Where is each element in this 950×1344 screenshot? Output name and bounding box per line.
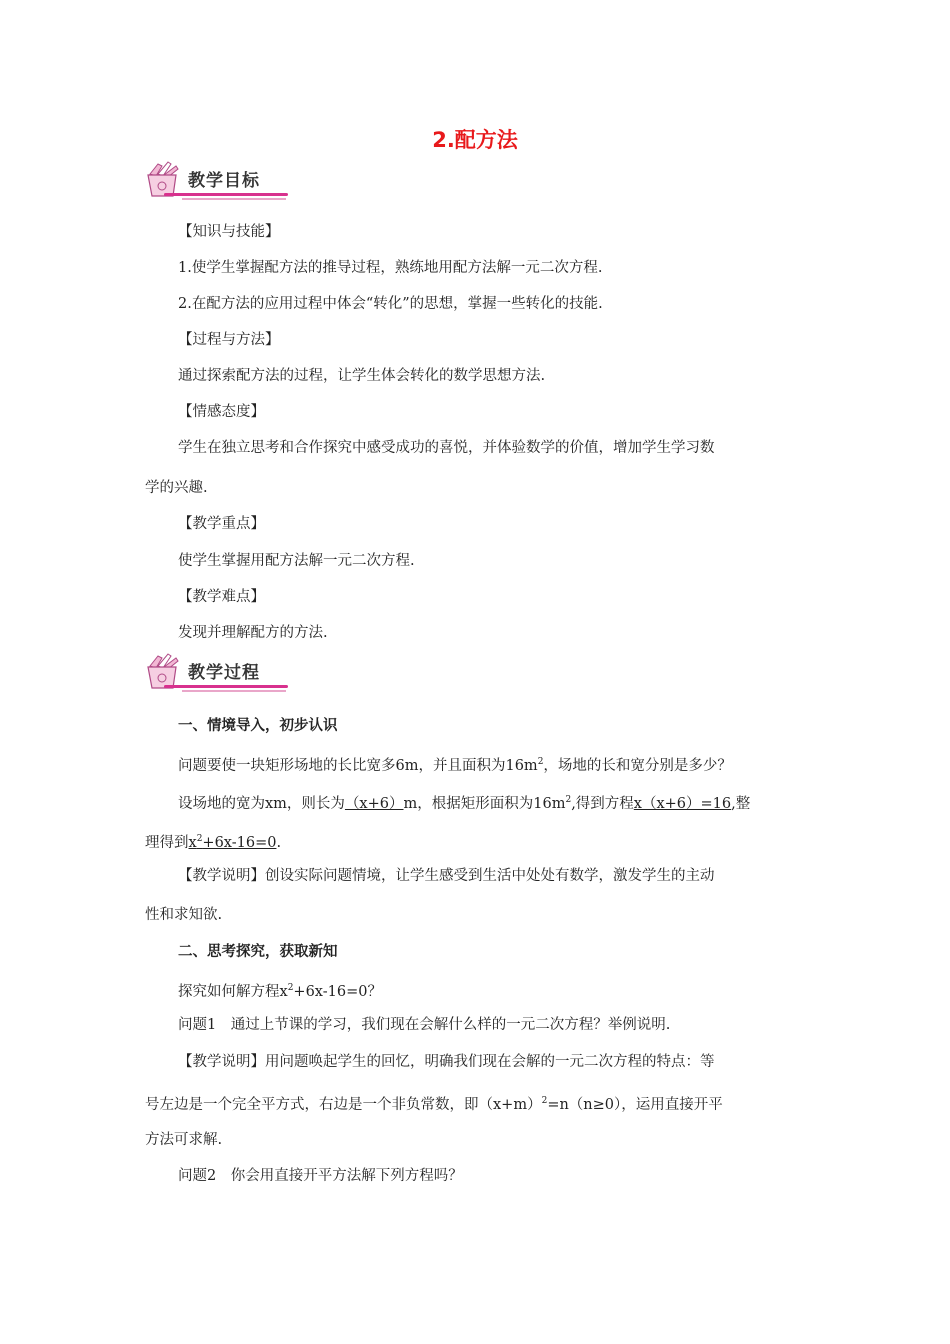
difficulties-text: 发现并理解配方的方法.	[178, 625, 328, 641]
answer-blank-simplified: $x^2+6x-16=0$	[188, 834, 277, 851]
teaching-note-2-line-3: 方法可求解.	[145, 1132, 223, 1148]
page-title: 2.配方法	[432, 128, 518, 152]
setup-text-line-2: 理得到$x^2+6x-16=0$.	[145, 834, 282, 851]
knowledge-item-2: 2.在配方法的应用过程中体会“转化”的思想，掌握一些转化的技能.	[178, 296, 603, 312]
question-2: 问题2 你会用直接开平方法解下列方程吗？	[178, 1168, 463, 1184]
teaching-note-1-line-1: 【教学说明】创设实际问题情境，让学生感受到生活中处处有数学，激发学生的主动	[178, 868, 715, 884]
heading-explore: 二、思考探究，获取新知	[178, 944, 338, 960]
section-banner-objectives	[142, 160, 292, 200]
heading-knowledge: 【知识与技能】	[178, 224, 280, 240]
teaching-note-2-line-2: 号左边是一个完全平方式，右边是一个非负常数，即$(x+m)^2=n(n\ge 0)$，运用直接开平	[145, 1096, 723, 1113]
problem-text: 问题要使一块矩形场地的长比宽多6m，并且面积为$16m^2$，场地的长和宽分别是多少？	[178, 757, 732, 774]
heading-emotion: 【情感态度】	[178, 404, 265, 420]
section-banner-process	[142, 652, 292, 692]
banner-label: 教学目标	[188, 171, 260, 191]
answer-blank-length: （x+6）	[344, 795, 404, 812]
key-points-text: 使学生掌握用配方法解一元二次方程.	[178, 553, 415, 569]
knowledge-item-1: 1.使学生掌握配方法的推导过程，熟练地用配方法解一元二次方程.	[178, 260, 603, 276]
banner-label: 教学过程	[188, 663, 260, 683]
question-1: 问题1 通过上节课的学习，我们现在会解什么样的一元二次方程？举例说明.	[178, 1017, 671, 1033]
explore-text: 探究如何解方程$x^2+6x-16=0$？	[178, 983, 382, 1000]
heading-situation-intro: 一、情境导入，初步认识	[178, 718, 338, 734]
heading-difficulties: 【教学难点】	[178, 589, 265, 605]
teaching-note-1-line-2: 性和求知欲.	[145, 907, 223, 923]
emotion-text-line-2: 学的兴趣.	[145, 480, 208, 496]
emotion-text-line-1: 学生在独立思考和合作探究中感受成功的喜悦，并体验数学的价值，增加学生学习数	[178, 440, 715, 456]
process-text: 通过探索配方法的过程，让学生体会转化的数学思想方法.	[178, 368, 546, 384]
setup-text-line-1: 设场地的宽为xm，则长为（x+6）m，根据矩形面积为$16m^2$,得到方程x（x+6）=16,整	[178, 795, 751, 812]
answer-blank-equation: x（x+6）=16	[633, 795, 732, 812]
heading-key-points: 【教学重点】	[178, 516, 265, 532]
heading-process: 【过程与方法】	[178, 332, 280, 348]
teaching-note-2-line-1: 【教学说明】用问题唤起学生的回忆，明确我们现在会解的一元二次方程的特点：等	[178, 1054, 715, 1070]
